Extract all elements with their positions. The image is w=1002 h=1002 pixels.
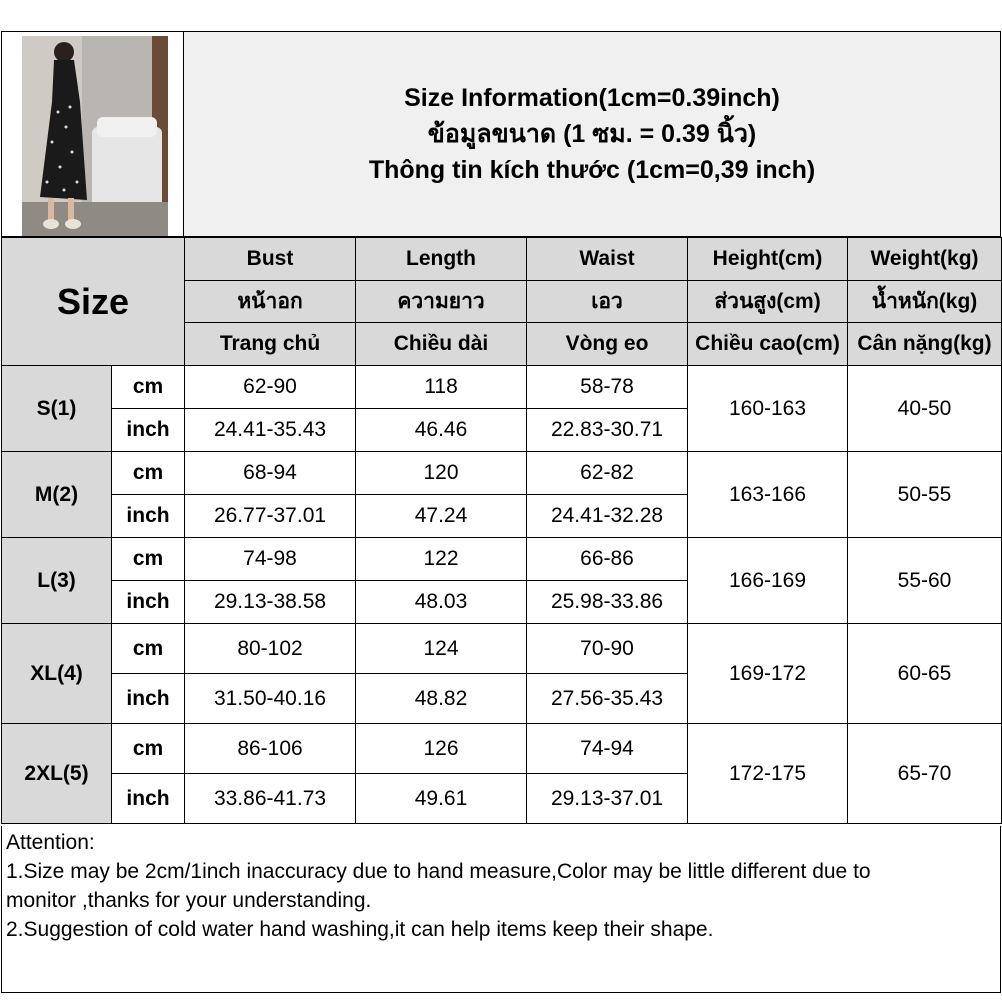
size-chart bbox=[1, 31, 1001, 993]
col-waist-vi: Vòng eo bbox=[527, 323, 688, 366]
cell-weight: 40-50 bbox=[848, 366, 1002, 452]
cell-cm: 120 bbox=[356, 452, 527, 495]
cell-inch: 33.86-41.73 bbox=[185, 774, 356, 824]
title-vietnamese: Thông tin kích thước (1cm=0,39 inch) bbox=[368, 156, 816, 184]
title-block bbox=[184, 31, 1001, 237]
cell-inch: 24.41-35.43 bbox=[185, 409, 356, 452]
cell-cm: 74-94 bbox=[527, 724, 688, 774]
notes-heading: Attention: bbox=[6, 831, 95, 854]
size-table-body bbox=[2, 238, 1002, 824]
cell-height: 166-169 bbox=[688, 538, 848, 624]
size-header: Size bbox=[2, 238, 185, 366]
cell-inch: 27.56-35.43 bbox=[527, 674, 688, 724]
cell-height: 172-175 bbox=[688, 724, 848, 824]
cell-cm: 86-106 bbox=[185, 724, 356, 774]
size-label: L(3) bbox=[2, 538, 112, 624]
col-length-vi: Chiều dài bbox=[356, 323, 527, 366]
cell-cm: 124 bbox=[356, 624, 527, 674]
cell-weight: 55-60 bbox=[848, 538, 1002, 624]
cell-inch: 25.98-33.86 bbox=[527, 581, 688, 624]
table-row bbox=[2, 724, 1002, 774]
cell-cm: 68-94 bbox=[185, 452, 356, 495]
col-bust-vi: Trang chủ bbox=[185, 323, 356, 366]
col-waist-th: เอว bbox=[527, 281, 688, 323]
cell-cm: 122 bbox=[356, 538, 527, 581]
size-label: M(2) bbox=[2, 452, 112, 538]
table-row bbox=[2, 366, 1002, 409]
product-photo bbox=[1, 31, 184, 237]
cell-inch: 47.24 bbox=[356, 495, 527, 538]
cell-inch: 46.46 bbox=[356, 409, 527, 452]
unit-inch: inch bbox=[112, 674, 185, 724]
cell-inch: 22.83-30.71 bbox=[527, 409, 688, 452]
col-weight-vi: Cân nặng(kg) bbox=[848, 323, 1002, 366]
unit-inch: inch bbox=[112, 409, 185, 452]
col-waist-en: Waist bbox=[527, 238, 688, 281]
unit-cm: cm bbox=[112, 624, 185, 674]
cell-inch: 29.13-37.01 bbox=[527, 774, 688, 824]
col-length-th: ความยาว bbox=[356, 281, 527, 323]
unit-inch: inch bbox=[112, 581, 185, 624]
title-thai: ข้อมูลขนาด (1 ซม. = 0.39 นิ้ว) bbox=[427, 120, 757, 148]
cell-height: 160-163 bbox=[688, 366, 848, 452]
header-row-english bbox=[2, 238, 1002, 281]
cell-cm: 62-82 bbox=[527, 452, 688, 495]
col-length-en: Length bbox=[356, 238, 527, 281]
col-height-en: Height(cm) bbox=[688, 238, 848, 281]
cell-height: 169-172 bbox=[688, 624, 848, 724]
unit-cm: cm bbox=[112, 452, 185, 495]
cell-cm: 62-90 bbox=[185, 366, 356, 409]
col-weight-en: Weight(kg) bbox=[848, 238, 1002, 281]
cell-inch: 26.77-37.01 bbox=[185, 495, 356, 538]
cell-cm: 70-90 bbox=[527, 624, 688, 674]
notes-line-1: 1.Size may be 2cm/1inch inaccuracy due to hand measure,Color may be little different due to bbox=[6, 860, 871, 883]
col-bust-en: Bust bbox=[185, 238, 356, 281]
cell-cm: 126 bbox=[356, 724, 527, 774]
cell-inch: 48.82 bbox=[356, 674, 527, 724]
cell-weight: 50-55 bbox=[848, 452, 1002, 538]
col-bust-th: หน้าอก bbox=[185, 281, 356, 323]
cell-inch: 29.13-38.58 bbox=[185, 581, 356, 624]
unit-cm: cm bbox=[112, 538, 185, 581]
cell-cm: 80-102 bbox=[185, 624, 356, 674]
notes-line-2: monitor ,thanks for your understanding. bbox=[6, 889, 372, 912]
cell-weight: 65-70 bbox=[848, 724, 1002, 824]
cell-cm: 74-98 bbox=[185, 538, 356, 581]
size-table bbox=[1, 237, 1002, 824]
unit-inch: inch bbox=[112, 774, 185, 824]
col-height-vi: Chiều cao(cm) bbox=[688, 323, 848, 366]
cell-height: 163-166 bbox=[688, 452, 848, 538]
cell-inch: 48.03 bbox=[356, 581, 527, 624]
cell-inch: 31.50-40.16 bbox=[185, 674, 356, 724]
table-row bbox=[2, 624, 1002, 674]
size-label: XL(4) bbox=[2, 624, 112, 724]
attention-notes bbox=[1, 826, 1001, 993]
unit-cm: cm bbox=[112, 366, 185, 409]
cell-weight: 60-65 bbox=[848, 624, 1002, 724]
cell-inch: 49.61 bbox=[356, 774, 527, 824]
notes-line-3: 2.Suggestion of cold water hand washing,it can help items keep their shape. bbox=[6, 918, 714, 941]
table-row bbox=[2, 538, 1002, 581]
unit-inch: inch bbox=[112, 495, 185, 538]
dress-model-image bbox=[2, 32, 184, 237]
size-label: 2XL(5) bbox=[2, 724, 112, 824]
size-label: S(1) bbox=[2, 366, 112, 452]
cell-cm: 58-78 bbox=[527, 366, 688, 409]
title-english: Size Information(1cm=0.39inch) bbox=[404, 84, 780, 112]
cell-inch: 24.41-32.28 bbox=[527, 495, 688, 538]
cell-cm: 118 bbox=[356, 366, 527, 409]
col-height-th: ส่วนสูง(cm) bbox=[688, 281, 848, 323]
col-weight-th: น้ำหนัก(kg) bbox=[848, 281, 1002, 323]
unit-cm: cm bbox=[112, 724, 185, 774]
table-row bbox=[2, 452, 1002, 495]
cell-cm: 66-86 bbox=[527, 538, 688, 581]
